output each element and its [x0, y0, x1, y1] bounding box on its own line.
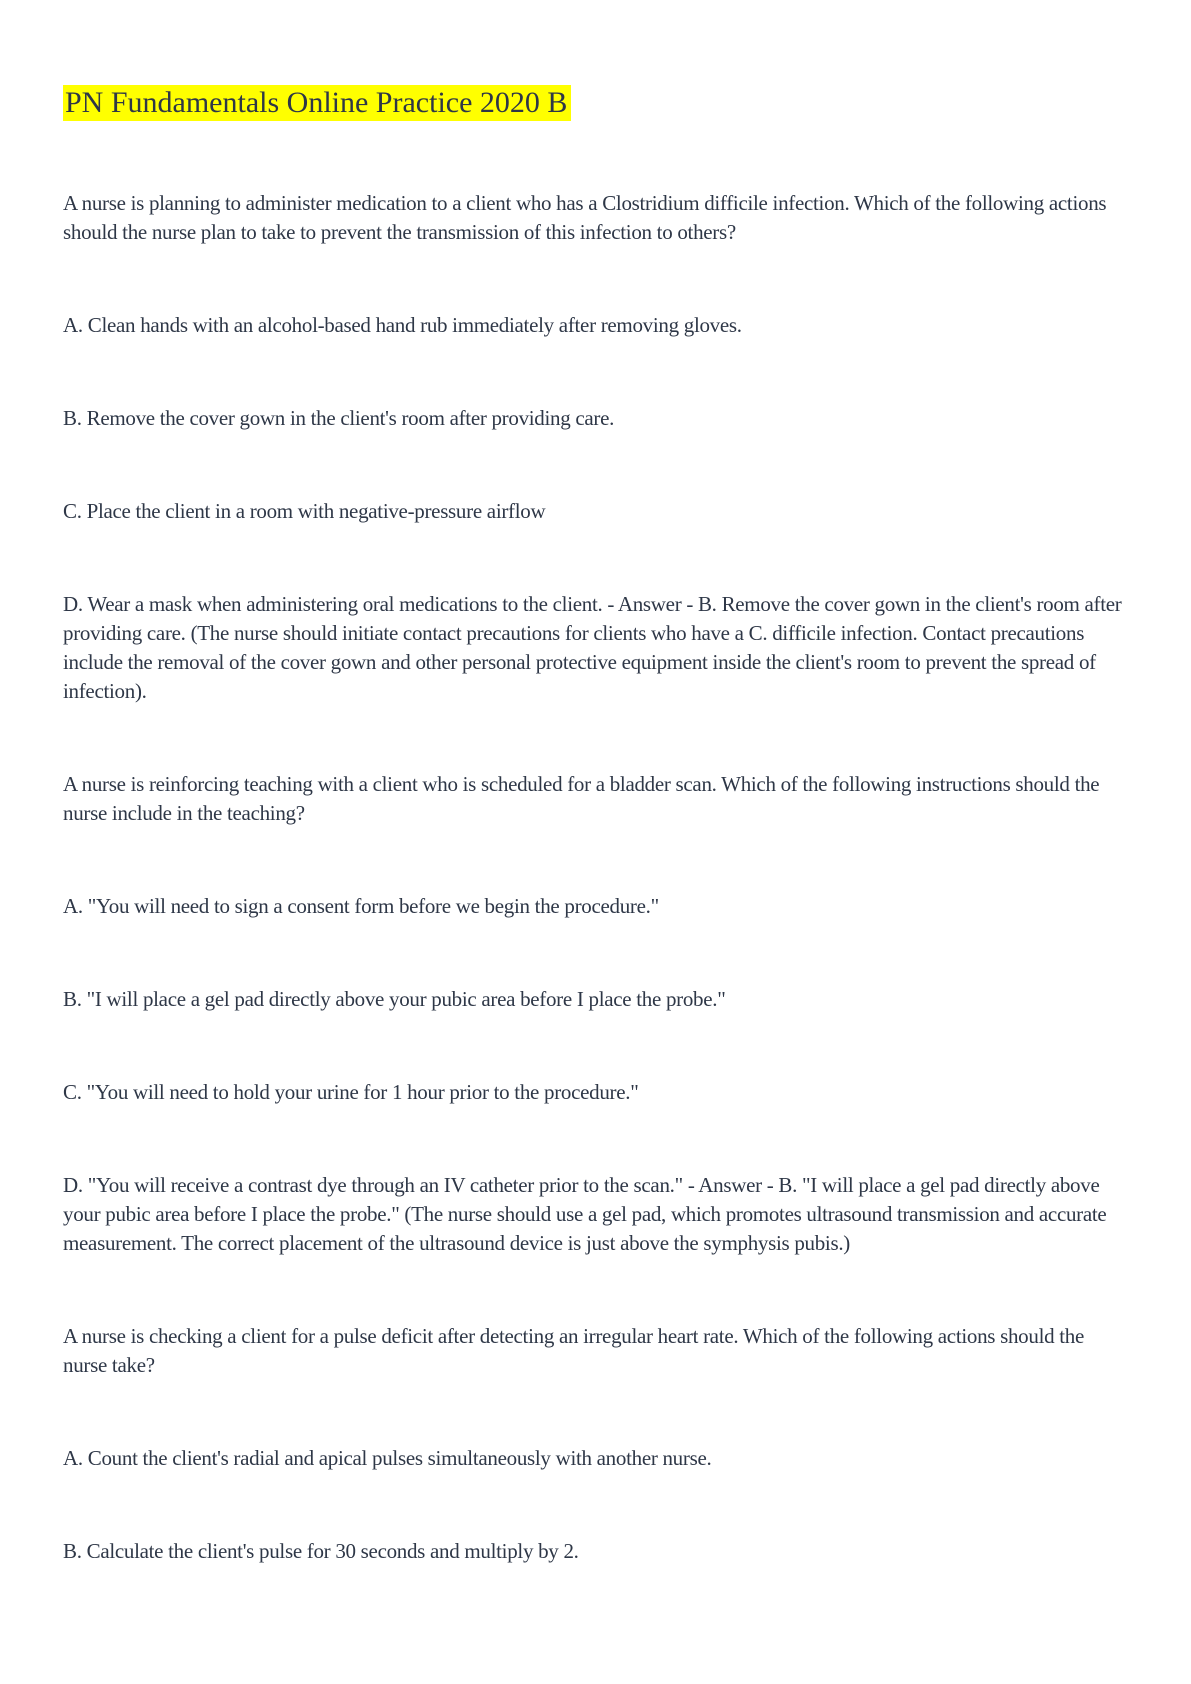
question-3-option-a: A. Count the client's radial and apical pulses simultaneously with another nurse. — [63, 1446, 712, 1470]
question-2-option-d-with-answer: D. "You will receive a contrast dye through an IV catheter prior to the scan." - Answer - B. "I will place a gel pad directly above your pubic area before I place the probe." (The nurse should use a gel pad, which promotes ultrasound transmission and accurate measurement. The correct placement of the ultrasound device is just above the symphysis pubis.) — [63, 1173, 1107, 1255]
question-1-stem: A nurse is planning to administer medication to a client who has a Clostridium difficile infection. Which of the following actions should the nurse plan to take to prevent the transmission of this infection to others? — [63, 191, 1107, 244]
question-1-option-a: A. Clean hands with an alcohol-based hand rub immediately after removing gloves. — [63, 313, 742, 337]
question-1-option-d-with-answer: D. Wear a mask when administering oral medications to the client. - Answer - B. Remove the cover gown in the client's room after providing care. (The nurse should initiate contact precautions for clients who have a C. difficile infection. Contact precautions include the removal of the cover gown and other personal protective equipment inside the client's room to prevent the spread of infection). — [63, 592, 1122, 703]
question-3-option-b: B. Calculate the client's pulse for 30 seconds and multiply by 2. — [63, 1539, 579, 1563]
question-2-stem: A nurse is reinforcing teaching with a client who is scheduled for a bladder scan. Which of the following instructions should the nurse include in the teaching? — [63, 772, 1100, 825]
page-title — [63, 85, 1131, 121]
question-2-option-c: C. "You will need to hold your urine for 1 hour prior to the procedure." — [63, 1080, 639, 1104]
question-3-stem: A nurse is checking a client for a pulse deficit after detecting an irregular heart rate. Which of the following actions should the nurse take? — [63, 1324, 1085, 1377]
question-2-option-b: B. "I will place a gel pad directly above your pubic area before I place the probe." — [63, 987, 726, 1011]
question-1-option-c: C. Place the client in a room with negative-pressure airflow — [63, 499, 546, 523]
question-2-option-a: A. "You will need to sign a consent form before we begin the procedure." — [63, 894, 659, 918]
document-body — [63, 189, 1131, 1566]
title-highlight: PN Fundamentals Online Practice 2020 B — [63, 85, 571, 121]
question-1-option-b: B. Remove the cover gown in the client's room after providing care. — [63, 406, 615, 430]
